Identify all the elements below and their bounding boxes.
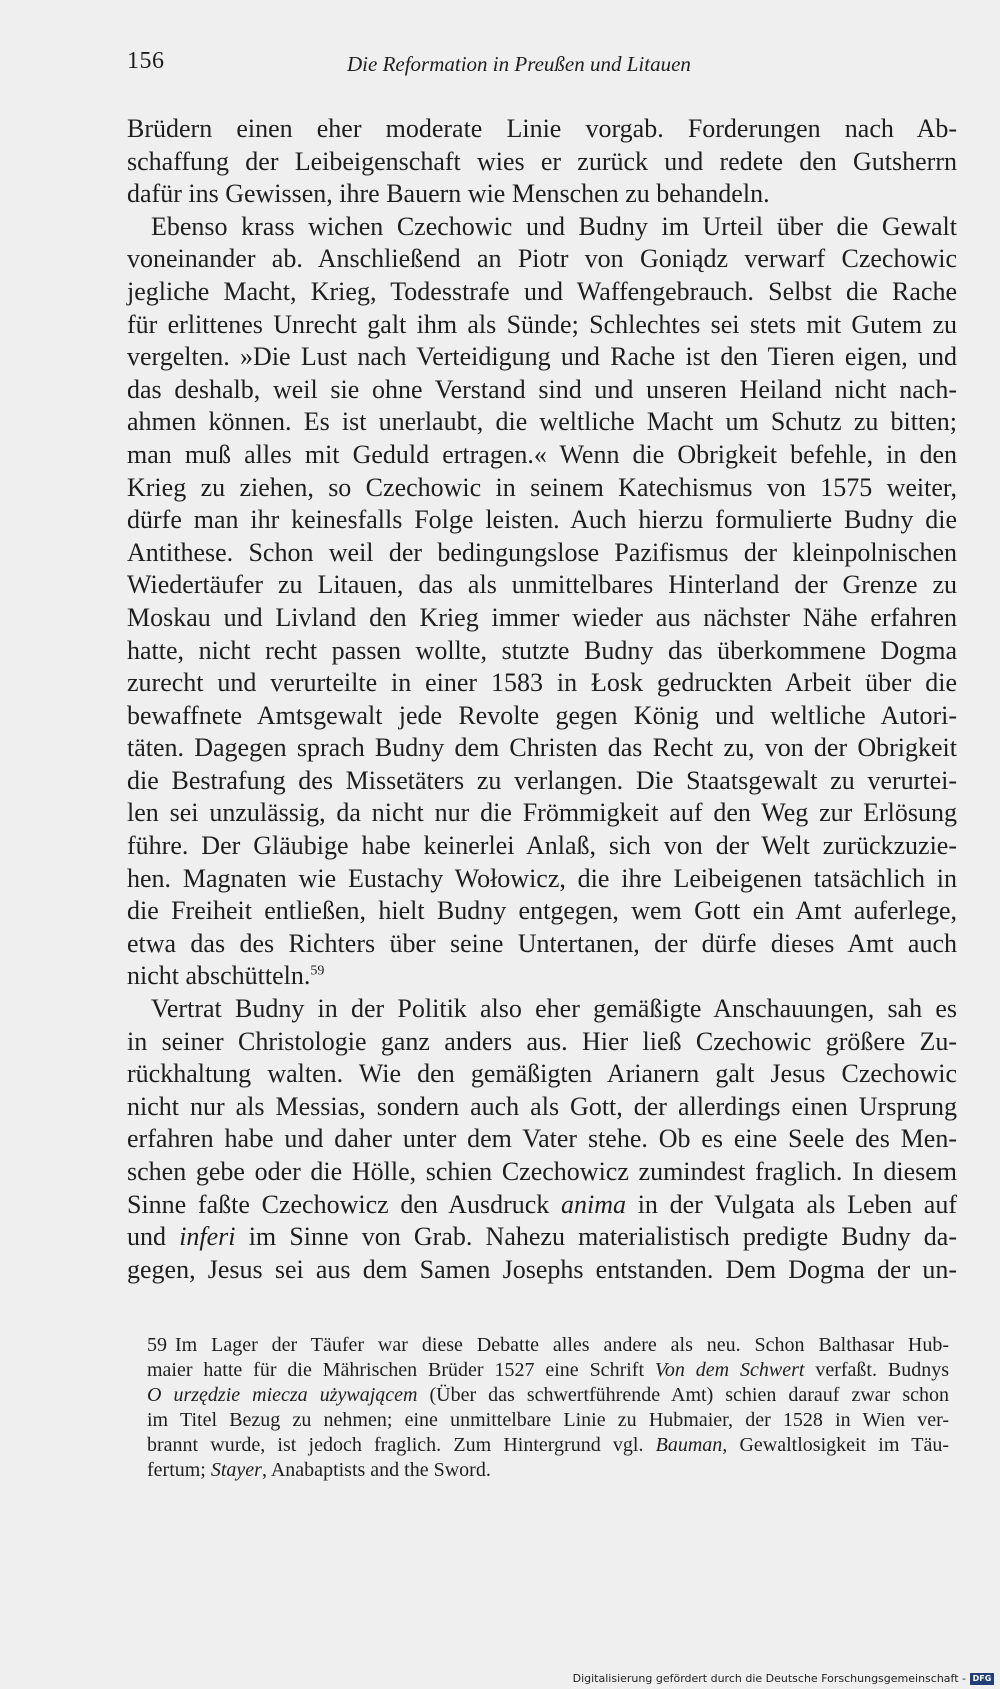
running-title: Die Reformation in Preußen und Litauen — [347, 52, 691, 76]
text-fragment: brannt wurde, ist jedoch fraglich. Zum Hintergrund vgl. — [147, 1434, 656, 1456]
italic-title: Von dem Schwert — [654, 1359, 805, 1381]
text-line: etwa das des Richters über seine Untertanen, der dürfe dieses Amt auch — [127, 928, 957, 958]
text-line: schen gebe oder die Hölle, schien Czechowicz zumindest fraglich. In diesem — [127, 1157, 957, 1186]
text-line: das deshalb, weil sie ohne Verstand sind und unseren Heiland nicht nach- — [127, 374, 957, 404]
text-line: Moskau und Livland den Krieg immer wieder aus nächster Nähe erfahren — [127, 602, 957, 632]
text-line: jegliche Macht, Krieg, Todesstrafe und Waffengebrauch. Selbst die Rache — [127, 276, 957, 306]
footnote-line — [147, 1458, 949, 1483]
text-line: zurecht und verurteilte in einer 1583 in Łosk gedruckten Arbeit über die — [127, 668, 957, 698]
text-line: vergelten. »Die Lust nach Verteidigung und Rache ist den Tieren eigen, und — [127, 342, 957, 372]
italic-term: inferi — [179, 1222, 236, 1252]
main-text — [127, 113, 957, 1286]
text-line: voneinander ab. Anschließend an Piotr von Goniądz verwarf Czechowic — [127, 244, 957, 274]
text-fragment: nicht abschütteln. — [127, 961, 311, 991]
text-line: hen. Magnaten wie Eustachy Wołowicz, die ihre Leibeigenen tatsächlich in — [127, 863, 957, 893]
footnote-line: im Titel Bezug zu nehmen; eine unmittelbare Linie zu Hubmaier, der 1528 in Wien ver- — [147, 1409, 949, 1431]
text-fragment: , Gewaltlosigkeit im Täu- — [722, 1434, 949, 1456]
dfg-logo: DFG — [970, 1673, 994, 1685]
footnote-line — [147, 1383, 949, 1408]
text-fragment: maier hatte für die Mährischen Brüder 1527 eine Schrift — [147, 1359, 655, 1381]
text-fragment: fertum; — [147, 1459, 211, 1481]
text-line: Antithese. Schon weil der bedingungslose Pazifismus der kleinpolnischen — [127, 537, 957, 567]
text-fragment: in der Vulgata als Leben auf — [625, 1189, 957, 1219]
text-line: Wiedertäufer zu Litauen, das als unmittelbares Hinterland der Grenze zu — [127, 570, 957, 600]
text-line: dürfe man ihr keinesfalls Folge leisten. Auch hierzu formulierte Budny die — [127, 505, 957, 535]
text-fragment: Im Lager der Täufer war diese Debatte alles andere als neu. Schon Balthasar Hub- — [175, 1334, 949, 1356]
italic-author: Bauman — [655, 1434, 723, 1456]
footer-text: Digitalisierung gefördert durch die Deutsche Forschungsgemeinschaft - — [572, 1672, 966, 1685]
text-line: nicht nur als Messias, sondern auch als Gott, der allerdings einen Ursprung — [127, 1091, 957, 1121]
text-line: die Freiheit entließen, hielt Budny entgegen, wem Gott ein Amt auferlege, — [127, 896, 957, 926]
footnote-block — [147, 1333, 949, 1483]
footnote-reference[interactable]: 59 — [310, 963, 325, 979]
text-fragment: , Anabaptists and the Sword. — [261, 1459, 491, 1481]
text-line: rückhaltung walten. Wie den gemäßigten Arianern galt Jesus Czechowic — [127, 1059, 957, 1089]
italic-term: anima — [560, 1189, 626, 1219]
text-line: führe. Der Gläubige habe keinerlei Anlaß, sich von der Welt zurückzuzie- — [127, 831, 957, 861]
text-line: erfahren habe und daher unter dem Vater stehe. Ob es eine Seele des Men- — [127, 1124, 957, 1154]
text-line: len sei unzulässig, da nicht nur die Frömmigkeit auf den Weg zur Erlösung — [127, 798, 957, 828]
text-fragment: verfaßt. Budnys — [804, 1359, 949, 1381]
footnote-line — [147, 1433, 949, 1458]
text-line: die Bestrafung des Missetäters zu verlangen. Die Staatsgewalt zu verurtei- — [127, 765, 957, 795]
text-line: Krieg zu ziehen, so Czechowic in seinem Katechismus von 1575 weiter, — [127, 472, 957, 502]
italic-title: O urzędzie miecza używającem — [147, 1384, 418, 1406]
footnote-number: 59 — [147, 1334, 167, 1356]
text-line: Vertrat Budny in der Politik also eher gemäßigte Anschauungen, sah es — [151, 994, 957, 1024]
text-fragment: (Über das schwertführende Amt) schien darauf zwar schon — [417, 1384, 949, 1406]
text-line: man muß alles mit Geduld ertragen.« Wenn die Obrigkeit befehle, in den — [127, 439, 957, 469]
text-line: ahmen können. Es ist unerlaubt, die weltliche Macht um Schutz zu bitten; — [127, 407, 957, 437]
text-line: dafür ins Gewissen, ihre Bauern wie Menschen zu behandeln. — [127, 179, 770, 209]
text-line: in seiner Christologie ganz anders aus. Hier ließ Czechowic größere Zu- — [127, 1026, 957, 1056]
text-fragment: und — [127, 1222, 180, 1252]
text-line: Brüdern einen eher moderate Linie vorgab. Forderungen nach Ab- — [127, 114, 957, 143]
footnote-line — [147, 1358, 949, 1383]
text-fragment: im Sinne von Grab. Nahezu materialistisch predigte Budny da- — [235, 1222, 958, 1252]
digitization-footer — [573, 1672, 994, 1685]
text-line: hatte, nicht recht passen wollte, stutzte Budny das überkommene Dogma — [127, 635, 957, 665]
text-line: Ebenso krass wichen Czechowic und Budny im Urteil über die Gewalt — [151, 211, 957, 241]
text-line: bewaffnete Amtsgewalt jede Revolte gegen König und weltliche Autori- — [127, 700, 957, 730]
text-fragment: Sinne faßte Czechowicz den Ausdruck — [127, 1189, 561, 1219]
italic-author: Stayer — [210, 1459, 262, 1481]
page-number: 156 — [127, 48, 165, 74]
text-line: täten. Dagegen sprach Budny dem Christen das Recht zu, von der Obrigkeit — [127, 733, 957, 763]
text-line: gegen, Jesus sei aus dem Samen Josephs entstanden. Dem Dogma der un- — [127, 1254, 957, 1284]
text-line — [127, 1221, 957, 1254]
text-line — [127, 960, 957, 993]
footnote-line — [147, 1333, 949, 1358]
text-line: schaffung der Leibeigenschaft wies er zurück und redete den Gutsherrn — [127, 146, 957, 176]
text-line: für erlittenes Unrecht galt ihm als Sünde; Schlechtes sei stets mit Gutem zu — [127, 309, 957, 339]
text-line — [127, 1189, 957, 1222]
